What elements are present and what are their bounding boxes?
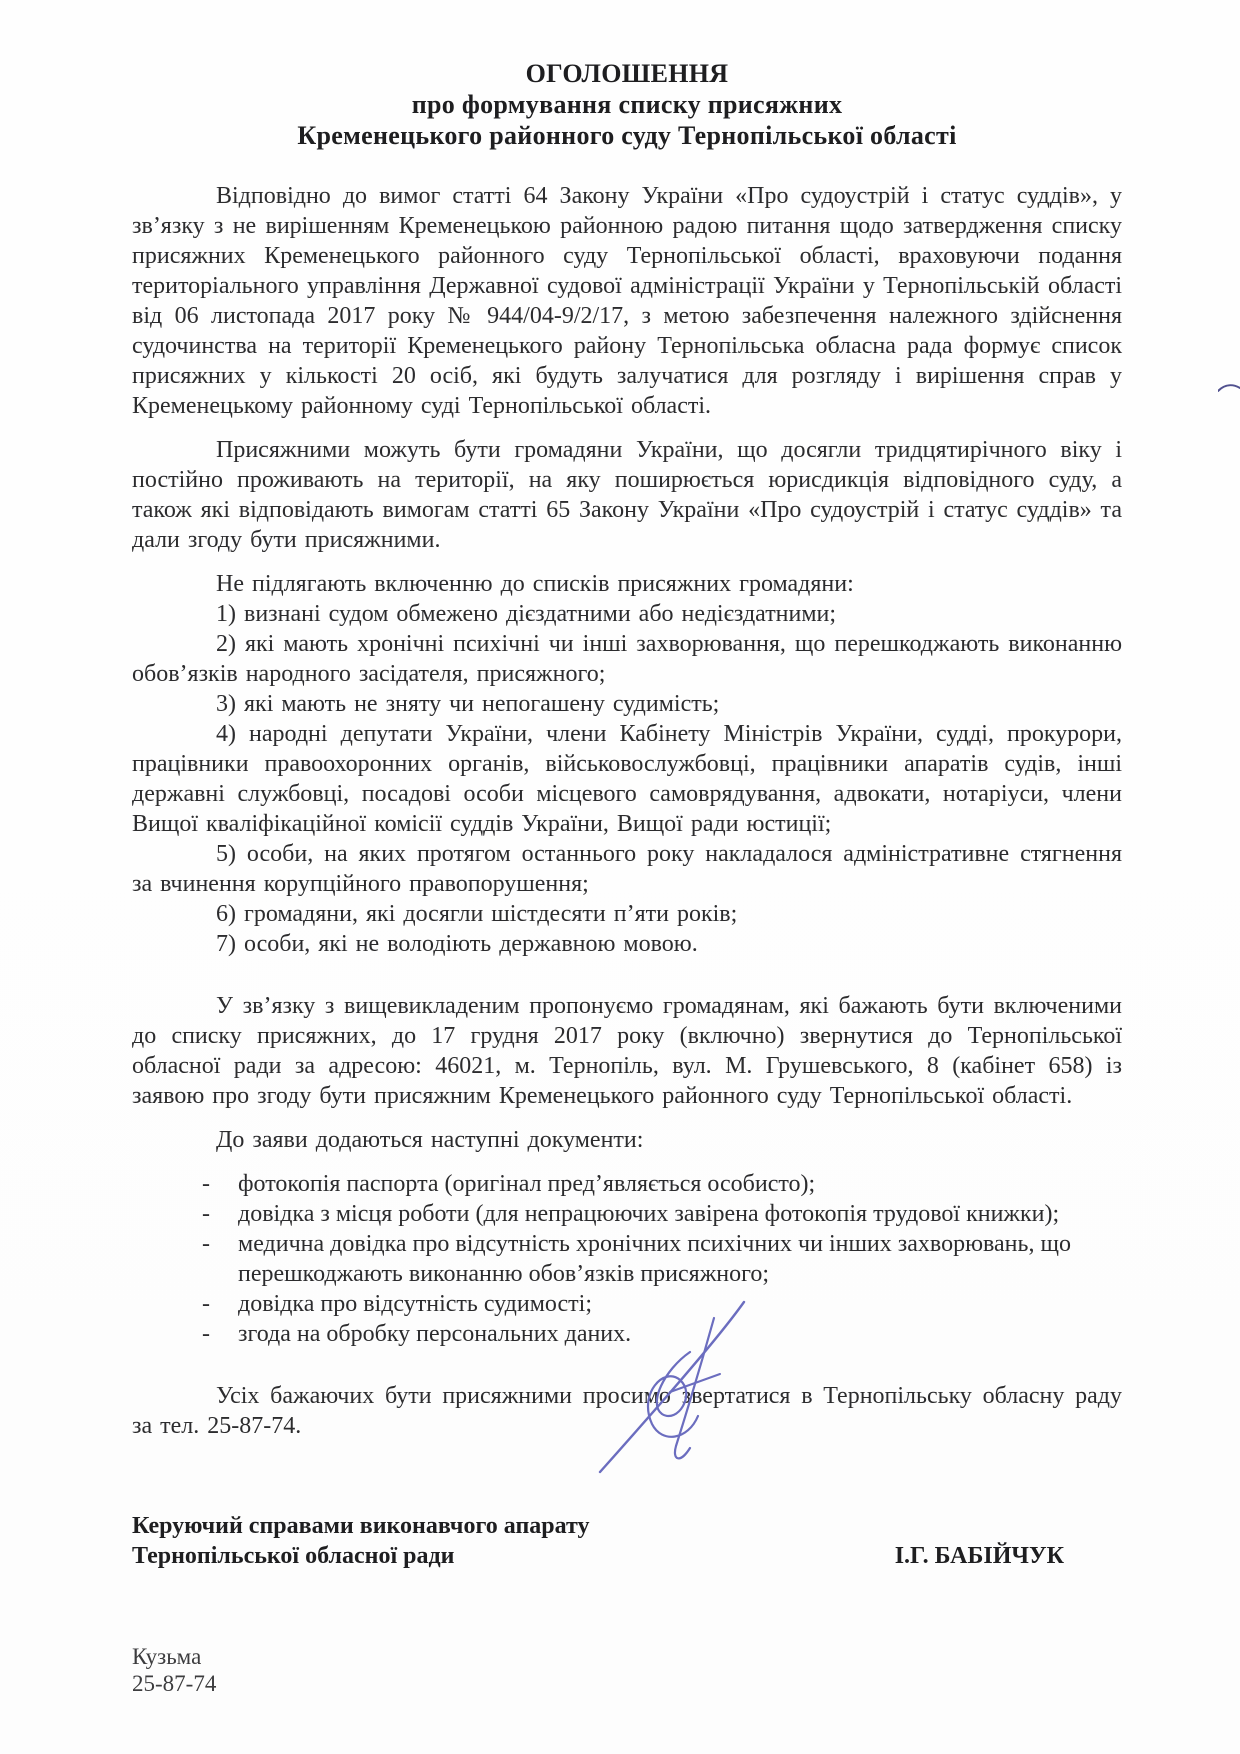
exclusion-item-7: 7) особи, які не володіють державною мовою. — [216, 931, 698, 957]
paragraph-application-deadline: У зв’язку з вищевикладеним пропонуємо громадянам, які бажають бути включеними до списку присяжних, до 17 грудня 2017 року (включно) звернутися до Тернопільської обласної ради за адресою: 46021, м. Тернопіль, вул. М. Грушевського, 8 (кабінет 658) із заявою про згоду бути присяжним Кременецького районного суду Тернопільської області. — [132, 993, 1122, 1109]
exclusion-item-5: 5) особи, на яких протягом останнього року накладалося адміністративне стягнення за вчинення корупційного правопорушення; — [132, 841, 1122, 897]
required-documents-list — [132, 1125, 1122, 1349]
dash-marker: - — [202, 1321, 210, 1347]
exclusions-list — [132, 569, 1122, 959]
dash-marker: - — [202, 1201, 210, 1227]
exclusion-item-2: 2) які мають хронічні психічні чи інші захворювання, що перешкоджають виконанню обов’язків народного засідателя, присяжного; — [132, 631, 1122, 687]
pen-mark-artifact — [1218, 382, 1240, 394]
document-item-passport: - фотокопія паспорта (оригінал пред’являється особисто); — [202, 1171, 816, 1197]
paragraph-juror-requirements: Присяжними можуть бути громадяни України, що досягли тридцятирічного віку і постійно проживають на території, на яку поширюється юрисдикція відповідного суду, а також які відповідають вимогам статті 65 Закону України «Про судоустрій і статус суддів» та дали згоду бути присяжними. — [132, 437, 1122, 553]
document-item-criminal-record: - довідка про відсутність судимості; — [202, 1291, 592, 1317]
paragraph-contact-phone: Усіх бажаючих бути присяжними просимо звертатися в Тернопільську обласну раду за тел. 25-87-74. — [132, 1383, 1122, 1439]
paragraph-legal-basis: Відповідно до вимог статті 64 Закону України «Про судоустрій і статус суддів», у зв’язку з не вирішенням Кременецькою районною радою питання щодо затвердження списку присяжних Кременецького районного суду Тернопільської області, враховуючи подання територіального управління Державної судової адміністрації України у Тернопільській області від 06 листопада 2017 року № 944/04-9/2/17, з метою забезпечення належного здійснення судочинства на території Кременецького району Тернопільська обласна рада формує список присяжних у кількості 20 осіб, які будуть залучатися для розгляду і вирішення справ у Кременецькому районному суді Тернопільської області. — [132, 183, 1122, 419]
dash-marker: - — [202, 1291, 210, 1317]
document-item-work-certificate: - довідка з місця роботи (для непрацюючих завірена фотокопія трудової книжки); — [202, 1201, 1060, 1227]
exclusion-item-6: 6) громадяни, які досягли шістдесяти п’яти років; — [216, 901, 738, 927]
document-item-medical-certificate: - медична довідка про відсутність хронічних психічних чи інших захворювань, що перешкоджають виконанню обов’язків присяжного; — [202, 1231, 1071, 1287]
dash-marker: - — [202, 1171, 210, 1197]
exclusion-item-1: 1) визнані судом обмежено дієздатними або недієздатними; — [216, 601, 837, 627]
document-title-block — [132, 58, 1122, 151]
documents-intro: До заяви додаються наступні документи: — [216, 1127, 644, 1153]
document-subtitle-court: Кременецького районного суду Тернопільської області — [297, 121, 957, 150]
executor-name: Кузьма — [132, 1644, 202, 1669]
signature-block — [132, 1511, 1122, 1571]
signatory-name: І.Г. БАБІЙЧУК — [894, 1543, 1064, 1569]
document-subtitle: про формування списку присяжних — [411, 90, 843, 119]
exclusions-intro: Не підлягають включенню до списків присяжних громадяни: — [216, 571, 854, 597]
document-title: ОГОЛОШЕННЯ — [525, 59, 729, 88]
executor-phone: 25-87-74 — [132, 1671, 217, 1696]
document-item-personal-data-consent: - згода на обробку персональних даних. — [202, 1321, 632, 1347]
exclusion-item-3: 3) які мають не зняту чи непогашену судимість; — [216, 691, 720, 717]
signatory-position: Керуючий справами виконавчого апарату Тернопільської обласної ради — [132, 1513, 590, 1569]
exclusion-item-4: 4) народні депутати України, члени Кабінету Міністрів України, судді, прокурори, працівники правоохоронних органів, військовослужбовці, працівники апаратів судів, інші державні службовці, посадові особи місцевого самоврядування, адвокати, нотаріуси, члени Вищої кваліфікаційної комісії суддів України, Вищої ради юстиції; — [132, 721, 1122, 837]
executor-footer — [132, 1643, 1122, 1697]
dash-marker: - — [202, 1231, 210, 1257]
